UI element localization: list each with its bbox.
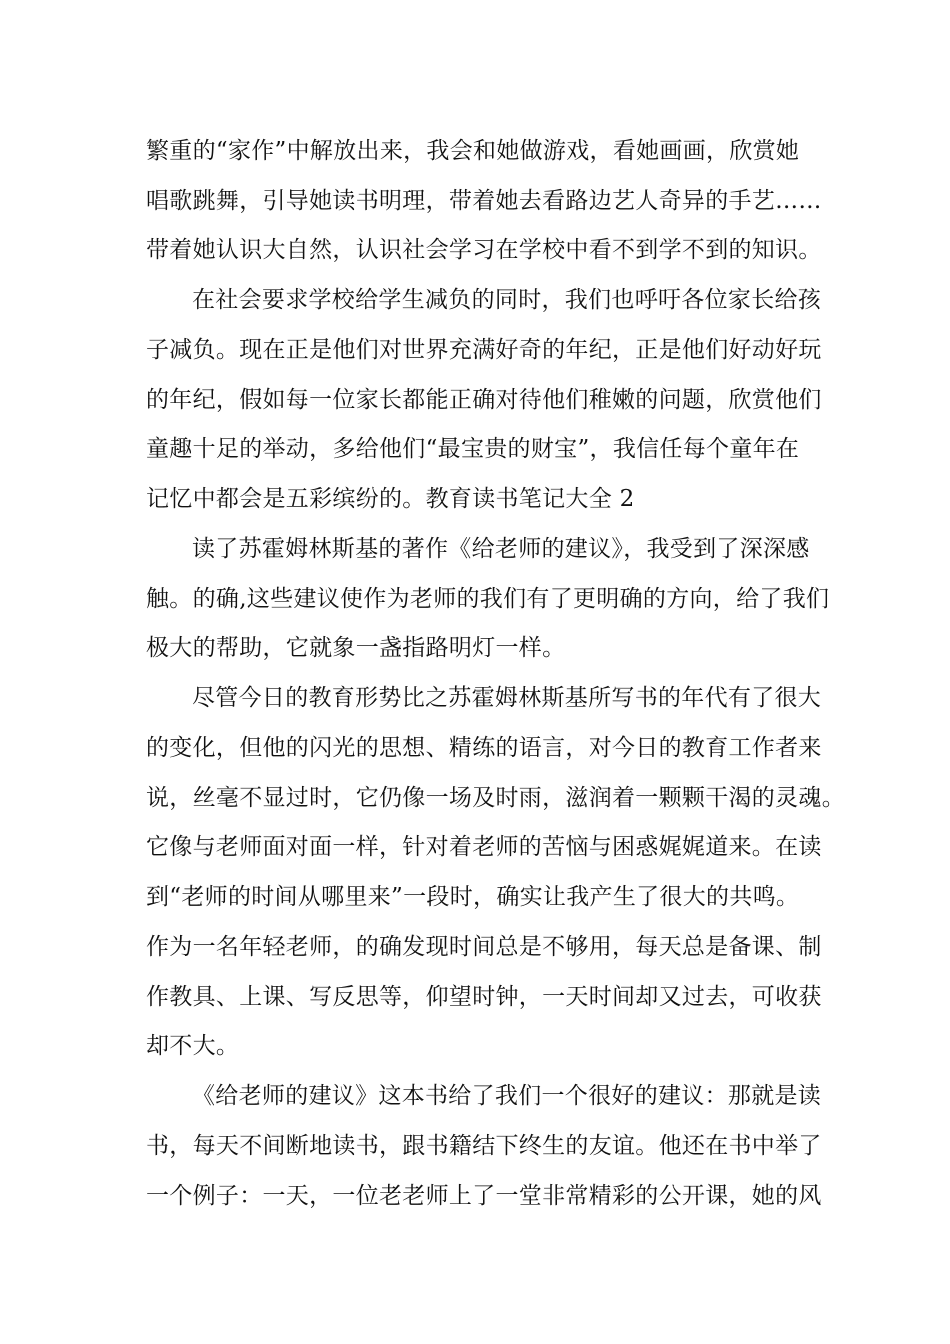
text-line: 它像与老师面对面一样，针对着老师的苦恼与困惑娓娓道来。在读 — [146, 834, 822, 860]
text-line: 读了苏霍姆林斯基的著作《给老师的建议》，我受到了深深感 — [192, 536, 810, 562]
text-line: 尽管今日的教育形势比之苏霍姆林斯基所写书的年代有了很大 — [192, 685, 822, 711]
text-line: 到“老师的时间从哪里来”一段时，确实让我产生了很大的共鸣。 — [146, 884, 800, 910]
text-line: 《给老师的建议》这本书给了我们一个很好的建议：那就是读 — [192, 1083, 822, 1109]
text-line: 说，丝毫不显过时，它仍像一场及时雨，滋润着一颗颗干渴的灵魂。 — [146, 785, 845, 811]
text-line: 却不大。 — [146, 1033, 240, 1059]
text-line: 记忆中都会是五彩缤纷的。教育读书笔记大全 2 — [146, 486, 635, 512]
text-line: 子减负。现在正是他们对世界充满好奇的年纪，正是他们好动好玩 — [146, 337, 822, 363]
text-line: 在社会要求学校给学生减负的同时，我们也呼吁各位家长给孩 — [192, 287, 822, 313]
text-line: 的变化，但他的闪光的思想、精练的语言，对今日的教育工作者来 — [146, 735, 822, 761]
text-line: 的年纪，假如每一位家长都能正确对待他们稚嫩的问题，欣赏他们 — [146, 387, 822, 413]
text-line: 触。的确,这些建议使作为老师的我们有了更明确的方向，给了我们 — [146, 586, 830, 612]
text-line: 带着她认识大自然，认识社会学习在学校中看不到学不到的知识。 — [146, 237, 822, 263]
text-line: 一个例子：一天，一位老老师上了一堂非常精彩的公开课，她的风 — [146, 1183, 822, 1209]
text-line: 作教具、上课、写反思等，仰望时钟，一天时间却又过去，可收获 — [146, 984, 822, 1010]
text-line: 作为一名年轻老师，的确发现时间总是不够用，每天总是备课、制 — [146, 934, 822, 960]
text-line: 书，每天不间断地读书，跟书籍结下终生的友谊。他还在书中举了 — [146, 1133, 822, 1159]
text-line: 极大的帮助，它就象一盏指路明灯一样。 — [146, 635, 566, 661]
text-line: 繁重的“家作”中解放出来，我会和她做游戏，看她画画，欣赏她 — [146, 138, 800, 164]
text-line: 唱歌跳舞，引导她读书明理，带着她去看路边艺人奇异的手艺…… — [146, 188, 822, 214]
text-line: 童趣十足的举动，多给他们“最宝贵的财宝”，我信任每个童年在 — [146, 436, 800, 462]
